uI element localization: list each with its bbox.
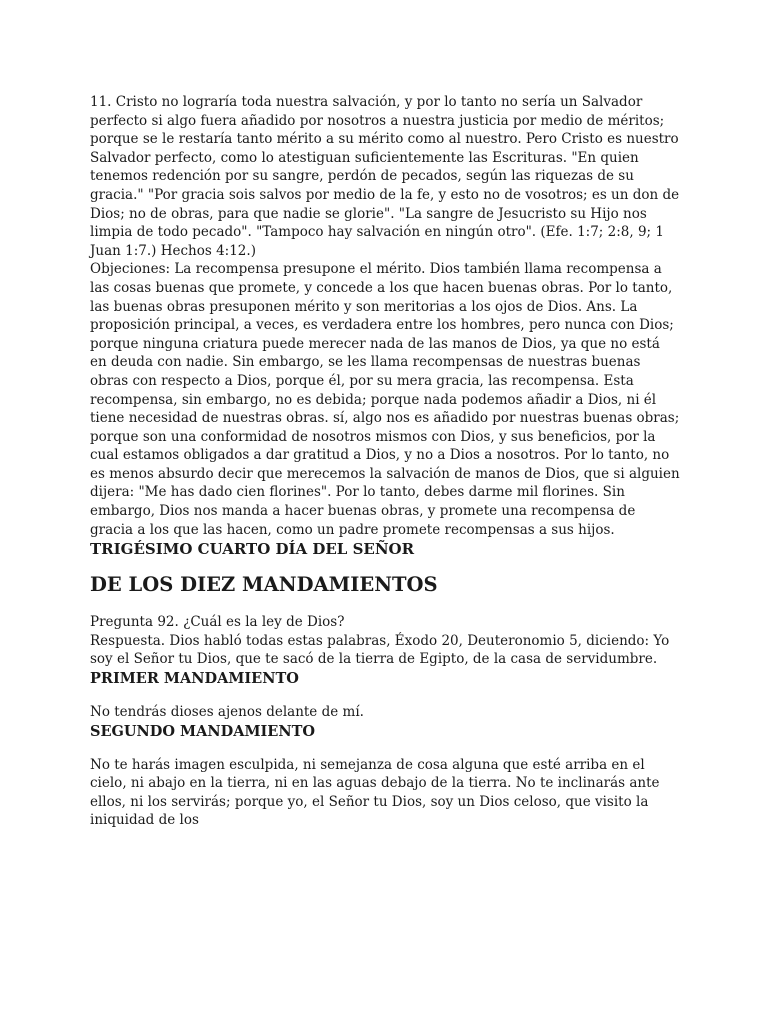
paragraph-11: 11. Cristo no lograría toda nuestra salvación, y por lo tanto no sería un Salvador perfecto si algo fuera añadido por nosotros a nuestra justicia por medio de méritos; porque se le restaría tanto mérito a su mérito como al nuestro. Pero Cristo es nuestro Salvador perfecto, como lo atestiguan suficientemente las Escrituras. "En quien tenemos redención por su sangre, perdón de pecados, según las riquezas de su gracia." "Por gracia sois salvos por medio de la fe, y esto no de vosotros; es un don de Dios; no de obras, para que nadie se glorie". "La sangre de Jesucristo su Hijo nos limpia de todo pecado". "Tampoco hay salvación en ningún otro". (Efe. 1:7; 2:8, 9; 1 Juan 1:7.) Hechos 4:12.) [90,94,680,259]
first-commandment-heading: PRIMER MANDAMIENTO [90,670,299,688]
second-commandment-text: No te harás imagen esculpida, ni semejanza de cosa alguna que esté arriba en el cielo, ni abajo en la tierra, ni en las aguas debajo de la tierra. No te inclinarás ante ellos, ni los servirás; porque yo, el Señor tu Dios, soy un Dios celoso, que visito la iniquidad de los [90,756,660,829]
question-92: Pregunta 92. ¿Cuál es la ley de Dios? [90,614,345,631]
main-heading: DE LOS DIEZ MANDAMIENTOS [90,573,438,597]
paragraph-objections: Objeciones: La recompensa presupone el mérito. Dios también llama recompensa a las cosas buenas que promete, y concede a los que hacen buenas obras. Por lo tanto, las buenas obras presuponen mérito y son meritorias a los ojos de Dios. Ans. La proposición principal, a veces, es verdadera entre los hombres, pero nunca con Dios; porque ninguna criatura puede merecer nada de las manos de Dios, ya que no está en deuda con nadie. Sin embargo, se les llama recompensas de nuestras buenas obras con respecto a Dios, porque él, por su mera gracia, las recompensa. Esta recompensa, sin embargo, no es debida; porque nada podemos añadir a Dios, ni él tiene necesidad de nuestras obras. sí, algo nos es añadido por nuestras buenas obras; porque son una conformidad de nosotros mismos con Dios, y sus beneficios, por la cual estamos obligados a dar gratitud a Dios, y no a Dios a nosotros. Por lo tanto, no es menos absurdo decir que merecemos la salvación de manos de Dios, que si alguien dijera: "Me has dado cien florines". Por lo tanto, debes darme mil florines. Sin embargo, Dios nos manda a hacer buenas obras, y promete una recompensa de gracia a los que las hacen, como un padre promete recompensas a sus hijos. [90,261,680,538]
day-heading: TRIGÉSIMO CUARTO DÍA DEL SEÑOR [90,540,415,559]
second-commandment-heading: SEGUNDO MANDAMIENTO [90,722,315,740]
first-commandment-text: No tendrás dioses ajenos delante de mí. [90,704,364,721]
answer-92: Respuesta. Dios habló todas estas palabras, Éxodo 20, Deuteronomio 5, diciendo: Yo soy el Señor tu Dios, que te sacó de la tierra de Egipto, de la casa de servidumbre. [90,632,670,668]
